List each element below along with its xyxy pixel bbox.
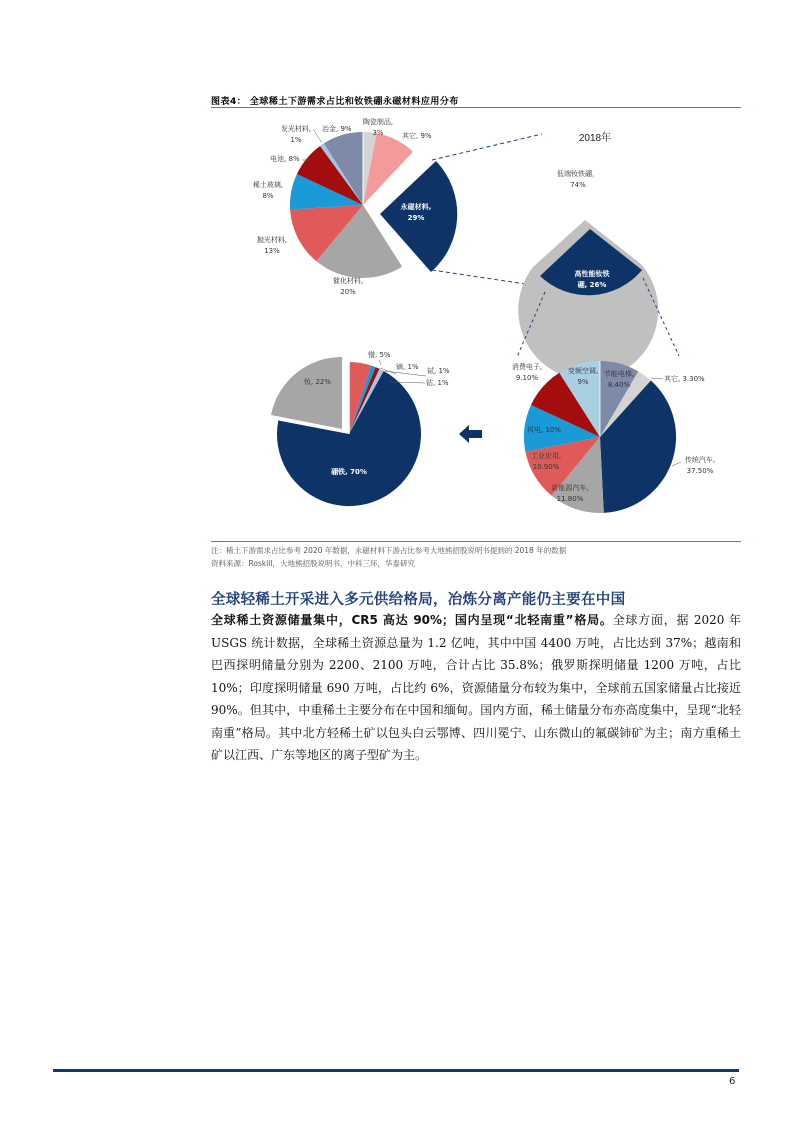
- svg-text:9.10%: 9.10%: [515, 374, 539, 382]
- svg-text:新能源汽车,: 新能源汽车,: [551, 484, 589, 492]
- svg-text:硼, 26%: 硼, 26%: [577, 281, 607, 289]
- svg-text:11.80%: 11.80%: [556, 495, 584, 503]
- svg-text:20%: 20%: [340, 288, 356, 296]
- figure-bottom-rule: [211, 541, 741, 542]
- footer-rule: [53, 1069, 739, 1072]
- pie-chart-applications: [512, 361, 715, 513]
- svg-text:抛光材料,: 抛光材料,: [256, 236, 288, 244]
- svg-text:变频空调,: 变频空调,: [567, 367, 599, 375]
- svg-text:2018年: 2018年: [578, 133, 612, 144]
- page-number: 6: [729, 1076, 736, 1087]
- svg-text:永磁材料,: 永磁材料,: [400, 203, 432, 211]
- body-paragraph: [211, 609, 741, 767]
- svg-text:电池, 8%: 电池, 8%: [270, 155, 300, 163]
- arrow-left-icon: [459, 425, 482, 443]
- svg-text:冶金, 9%: 冶金, 9%: [322, 125, 352, 133]
- svg-text:稀土玻璃,: 稀土玻璃,: [252, 181, 284, 189]
- svg-text:消费电子,: 消费电子,: [511, 363, 543, 371]
- pie-chart-demand: [253, 117, 457, 296]
- svg-text:硼铁, 70%: 硼铁, 70%: [331, 468, 367, 476]
- svg-text:1%: 1%: [290, 136, 302, 144]
- paragraph-lead: 全球稀土资源储量集中，CR5 高达 90%；国内呈现“北轻南重”格局。: [211, 613, 613, 627]
- svg-text:传统汽车,: 传统汽车,: [684, 456, 716, 464]
- svg-text:发光材料,: 发光材料,: [280, 125, 312, 133]
- svg-text:陶瓷制品,: 陶瓷制品,: [362, 118, 394, 126]
- figure-source: 资料来源：Roskill，大地熊招股说明书，中科三环，华泰研究: [211, 559, 415, 568]
- figure-title: 图表4： 全球稀土下游需求占比和钕铁硼永磁材料应用分布: [211, 97, 459, 107]
- svg-text:其它, 3.30%: 其它, 3.30%: [664, 375, 705, 383]
- svg-text:风电, 10%: 风电, 10%: [527, 426, 562, 434]
- svg-text:钴, 1%: 钴, 1%: [426, 379, 449, 387]
- svg-text:工业应用,: 工业应用,: [530, 452, 562, 460]
- svg-text:钕, 22%: 钕, 22%: [304, 378, 332, 386]
- pie-chart-2018: [515, 131, 658, 382]
- svg-text:29%: 29%: [407, 214, 425, 222]
- section-heading: 全球轻稀土开采进入多元供给格局，冶炼分离产能仍主要在中国: [211, 592, 626, 608]
- svg-text:8.40%: 8.40%: [607, 381, 631, 389]
- svg-text:节能电梯,: 节能电梯,: [603, 370, 635, 378]
- svg-text:74%: 74%: [570, 181, 586, 189]
- paragraph-body: 全球方面，据 2020 年 USGS 统计数据，全球稀土资源总量为 1.2 亿吨，其中中国 4400 万吨，占比达到 37%；越南和巴西探明储量分别为 2200、2100 万吨，合计占比 35.8%；俄罗斯探明储量 1200 万吨，占比 10%；印度探明储量 690 万吨，占比约 6%，资源储量分布较为集中，全球前五国家储量占比接近 90%。但其中，中重稀土主要分布在中国和缅甸。国内方面，稀土储量分布亦高度集中，呈现“北轻南重”格局。其中北方轻稀土矿以包头白云鄂博、四川冕宁、山东微山的氟碳铈矿为主；南方重稀土矿以江西、广东等地区的离子型矿为主。: [211, 613, 741, 762]
- svg-text:高性能钕铁: 高性能钕铁: [574, 270, 610, 278]
- svg-text:铽, 1%: 铽, 1%: [427, 367, 450, 375]
- svg-text:3%: 3%: [372, 129, 384, 137]
- svg-text:低端钕铁硼，: 低端钕铁硼，: [557, 170, 599, 178]
- svg-text:37.50%: 37.50%: [686, 467, 714, 475]
- svg-text:镝, 1%: 镝, 1%: [396, 363, 419, 371]
- pie-chart-composition: [271, 350, 450, 506]
- figure-charts: [0, 0, 793, 545]
- svg-text:催化材料,: 催化材料,: [332, 277, 364, 285]
- svg-text:其它, 9%: 其它, 9%: [402, 132, 432, 140]
- svg-text:镨, 5%: 镨, 5%: [368, 351, 391, 359]
- svg-text:13%: 13%: [264, 247, 280, 255]
- svg-text:9%: 9%: [577, 378, 589, 386]
- svg-text:8%: 8%: [262, 192, 274, 200]
- figure-note: 注：稀土下游需求占比参考 2020 年数据，永磁材料下游占比参考大地熊招股说明书提到的 2018 年的数据: [211, 546, 567, 555]
- svg-text:10.90%: 10.90%: [532, 463, 560, 471]
